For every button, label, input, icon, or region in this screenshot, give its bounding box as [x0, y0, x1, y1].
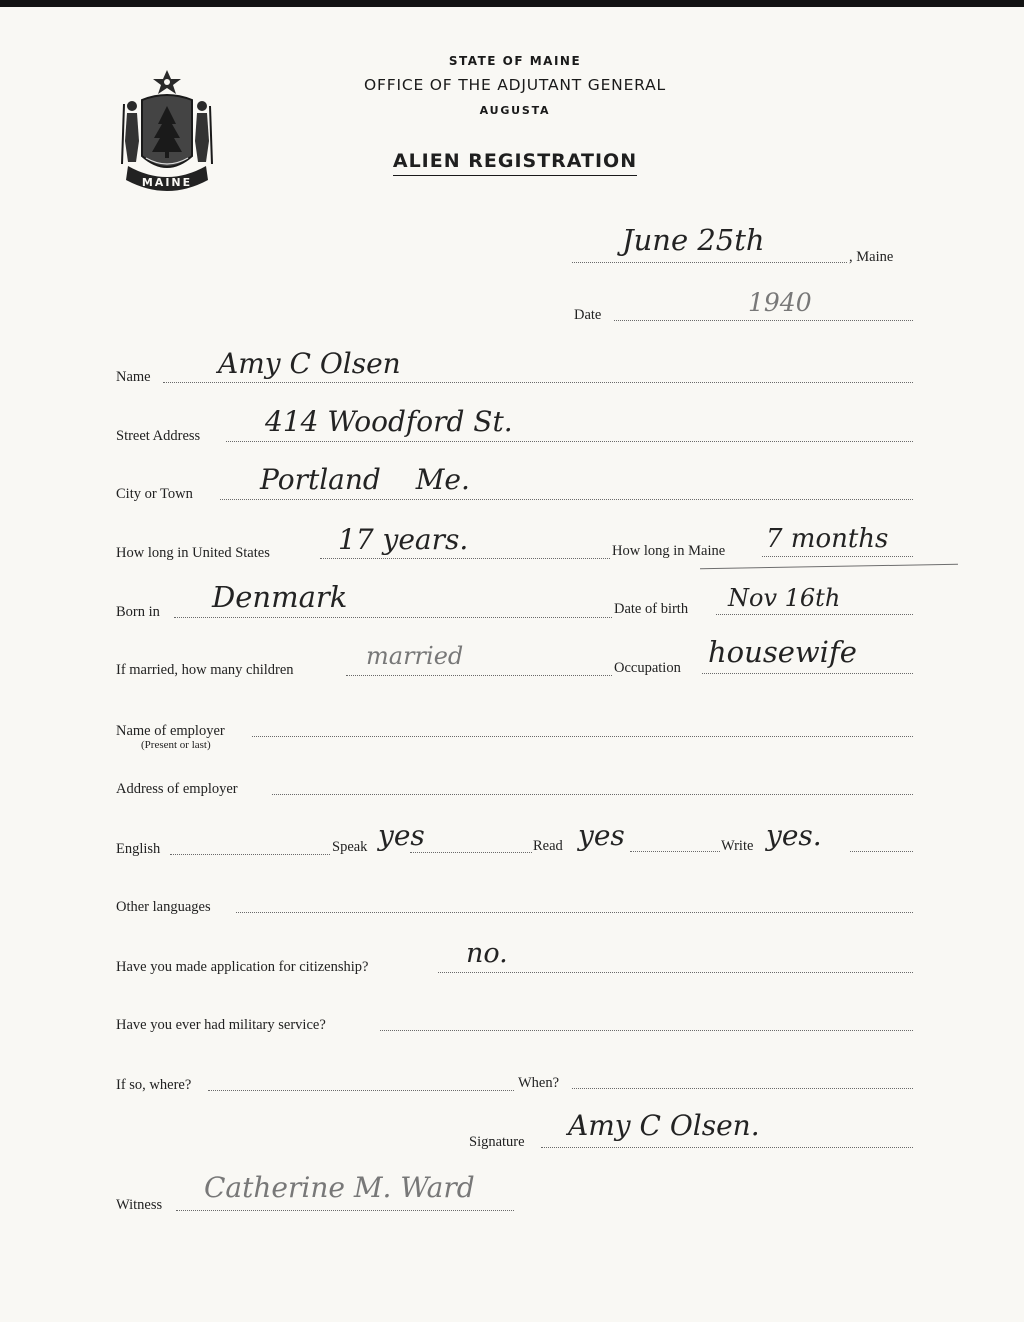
english-label: English [116, 841, 161, 857]
scan-edge [0, 0, 1024, 7]
born-line [174, 617, 612, 618]
other-languages-label: Other languages [116, 899, 211, 915]
english-line [170, 854, 330, 855]
place-suffix: , Maine [849, 249, 894, 265]
citizenship-value[interactable]: no. [466, 938, 508, 969]
header-office: OFFICE OF THE ADJUTANT GENERAL [364, 76, 666, 94]
header-city: AUGUSTA [479, 104, 551, 117]
witness-label: Witness [116, 1197, 163, 1213]
name-value[interactable]: Amy C Olsen [218, 347, 401, 380]
employer-line [252, 736, 913, 737]
date-line [614, 320, 913, 321]
svg-text:MAINE: MAINE [141, 176, 193, 189]
maine-duration-value[interactable]: 7 months [766, 524, 889, 554]
form-title: ALIEN REGISTRATION [300, 150, 730, 172]
place-line [572, 262, 847, 263]
occupation-label: Occupation [614, 660, 681, 676]
where-line [208, 1090, 514, 1091]
speak-label: Speak [332, 839, 368, 855]
children-line [346, 675, 612, 676]
name-line [163, 382, 913, 383]
when-label: When? [518, 1075, 560, 1091]
us-duration-label: How long in United States [116, 545, 270, 561]
other-languages-line [236, 912, 913, 913]
where-label: If so, where? [116, 1077, 192, 1093]
employer-address-label: Address of employer [116, 781, 238, 797]
citizenship-label: Have you made application for citizenship? [116, 959, 369, 975]
signature-line [541, 1147, 913, 1148]
street-value[interactable]: 414 Woodford St. [265, 405, 513, 438]
read-label: Read [533, 838, 563, 854]
write-label: Write [721, 838, 754, 854]
occupation-value[interactable]: housewife [708, 635, 857, 669]
date-label: Date [574, 307, 602, 323]
employer-label: Name of employer [116, 723, 225, 739]
military-line [380, 1030, 913, 1031]
signature-value[interactable]: Amy C Olsen. [568, 1109, 760, 1142]
write-line [850, 851, 913, 852]
when-line [572, 1088, 913, 1089]
maine-duration-label: How long in Maine [612, 543, 726, 559]
born-value[interactable]: Denmark [212, 580, 348, 614]
read-value[interactable]: yes [578, 819, 625, 852]
state-seal [112, 66, 222, 201]
pencil-stroke [700, 564, 958, 570]
city-label: City or Town [116, 486, 193, 502]
street-line [226, 441, 913, 442]
dob-line [716, 614, 913, 615]
children-label: If married, how many children [116, 662, 294, 678]
read-line [630, 851, 720, 852]
employer-address-line [272, 794, 913, 795]
date-value[interactable]: 1940 [748, 288, 812, 317]
dob-value[interactable]: Nov 16th [728, 584, 841, 612]
speak-value[interactable]: yes [378, 819, 425, 852]
military-label: Have you ever had military service? [116, 1017, 326, 1033]
witness-value[interactable]: Catherine M. Ward [204, 1171, 475, 1204]
place-value[interactable]: June 25th [622, 223, 765, 257]
street-label: Street Address [116, 428, 201, 444]
city-value[interactable]: Portland Me. [260, 463, 470, 496]
city-line [220, 499, 913, 500]
citizenship-line [438, 972, 913, 973]
speak-line [410, 852, 532, 853]
name-label: Name [116, 369, 151, 385]
us-duration-line [320, 558, 610, 559]
signature-label: Signature [469, 1134, 525, 1150]
maine-duration-line [762, 556, 913, 557]
dob-label: Date of birth [614, 601, 689, 617]
write-value[interactable]: yes. [766, 819, 822, 852]
us-duration-value[interactable]: 17 years. [338, 523, 469, 556]
header-state: STATE OF MAINE [448, 54, 582, 68]
born-label: Born in [116, 604, 160, 620]
witness-line [176, 1210, 514, 1211]
children-value[interactable]: married [366, 642, 464, 670]
employer-note: (Present or last) [141, 739, 211, 751]
occupation-line [702, 673, 913, 674]
